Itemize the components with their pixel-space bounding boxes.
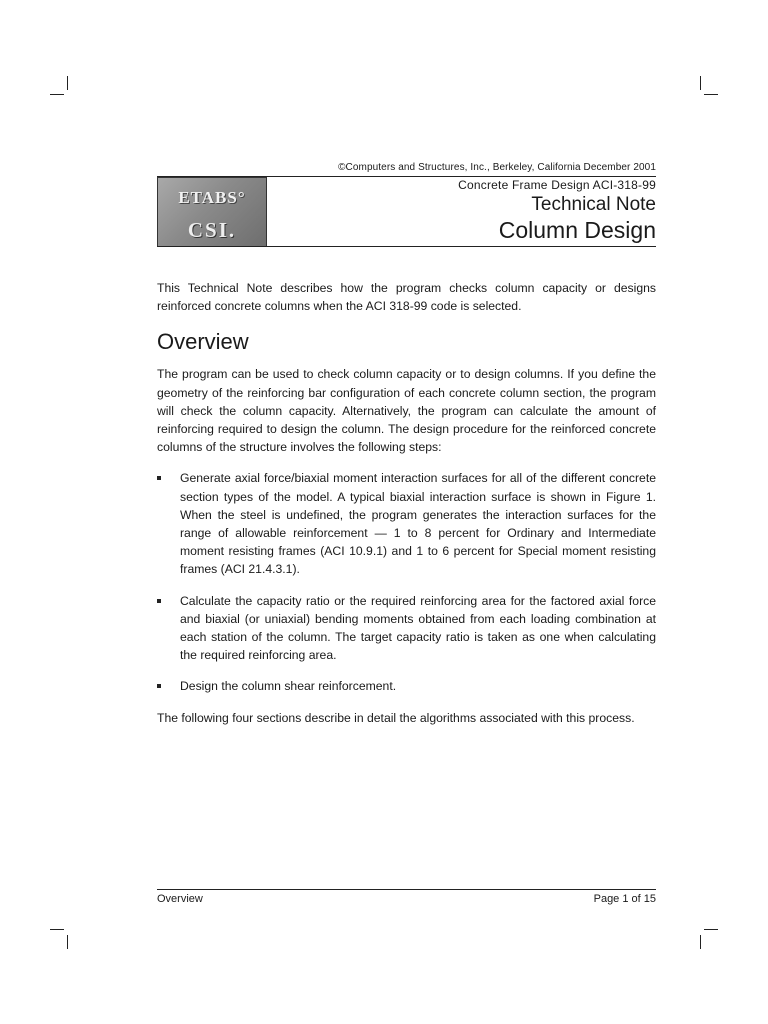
copyright-line: ©Computers and Structures, Inc., Berkeley, California December 2001 [338, 162, 656, 173]
list-item [157, 592, 656, 665]
crop-mark [704, 94, 718, 95]
list-item-text: Design the column shear reinforcement. [180, 679, 397, 694]
bullet-icon [157, 599, 161, 603]
page-number: Page 1 of 15 [593, 893, 656, 905]
crop-mark [700, 76, 701, 90]
steps-list [157, 469, 656, 695]
page-title: Column Design [498, 217, 656, 243]
crop-mark [50, 94, 64, 95]
crop-mark [704, 929, 718, 930]
list-item [157, 677, 656, 695]
list-item-text: Calculate the capacity ratio or the required reinforcing area for the factored axial force and biaxial (or uniaxial) bending moments obtained from each loading combination at each station of the column. The target capacity ratio is taken as one when calculating the required reinforcing area. [180, 593, 656, 663]
overview-paragraph: The program can be used to check column capacity or to design columns. If you define the geometry of the reinforcing bar configuration of each concrete column section, the program will check the column capacity. Alternatively, the program can calculate the amount of reinforcing required to design the column. The design procedure for the reinforced concrete columns of the structure involves the following steps: [157, 367, 656, 455]
bullet-icon [157, 476, 161, 480]
intro-paragraph: This Technical Note describes how the program checks column capacity or designs reinforced concrete columns when the ACI 318-99 code is selected. [157, 281, 656, 314]
document-type: Technical Note [531, 194, 656, 215]
list-item-text: Generate axial force/biaxial moment interaction surfaces for all of the different concrete section types of the model. A typical biaxial interaction surface is shown in Figure 1. When the steel is undefined, the program generates the interaction surfaces for the range of allowable reinforcement — 1 to 8 percent for Ordinary and Intermediate moment resisting frames (ACI 10.9.1) and 1 to 6 percent for Special moment resisting frames (ACI 21.4.3.1). [180, 471, 656, 577]
header-rule-bottom [157, 246, 656, 247]
crop-mark [50, 929, 64, 930]
crop-mark [700, 935, 701, 949]
bullet-icon [157, 684, 161, 688]
footer-rule [157, 889, 656, 890]
etabs-logo-text: ETABS° [178, 188, 246, 207]
section-heading: Overview [157, 329, 249, 355]
crop-mark [67, 76, 68, 90]
crop-mark [67, 935, 68, 949]
main-content [157, 279, 656, 727]
csi-logo-text: CSI. [187, 218, 237, 242]
list-item [157, 469, 656, 578]
document-series-title: Concrete Frame Design ACI-318-99 [458, 178, 656, 192]
closing-paragraph: The following four sections describe in detail the algorithms associated with this process. [157, 710, 635, 725]
footer-section-name: Overview [157, 893, 203, 905]
etabs-csi-logo [157, 177, 267, 247]
